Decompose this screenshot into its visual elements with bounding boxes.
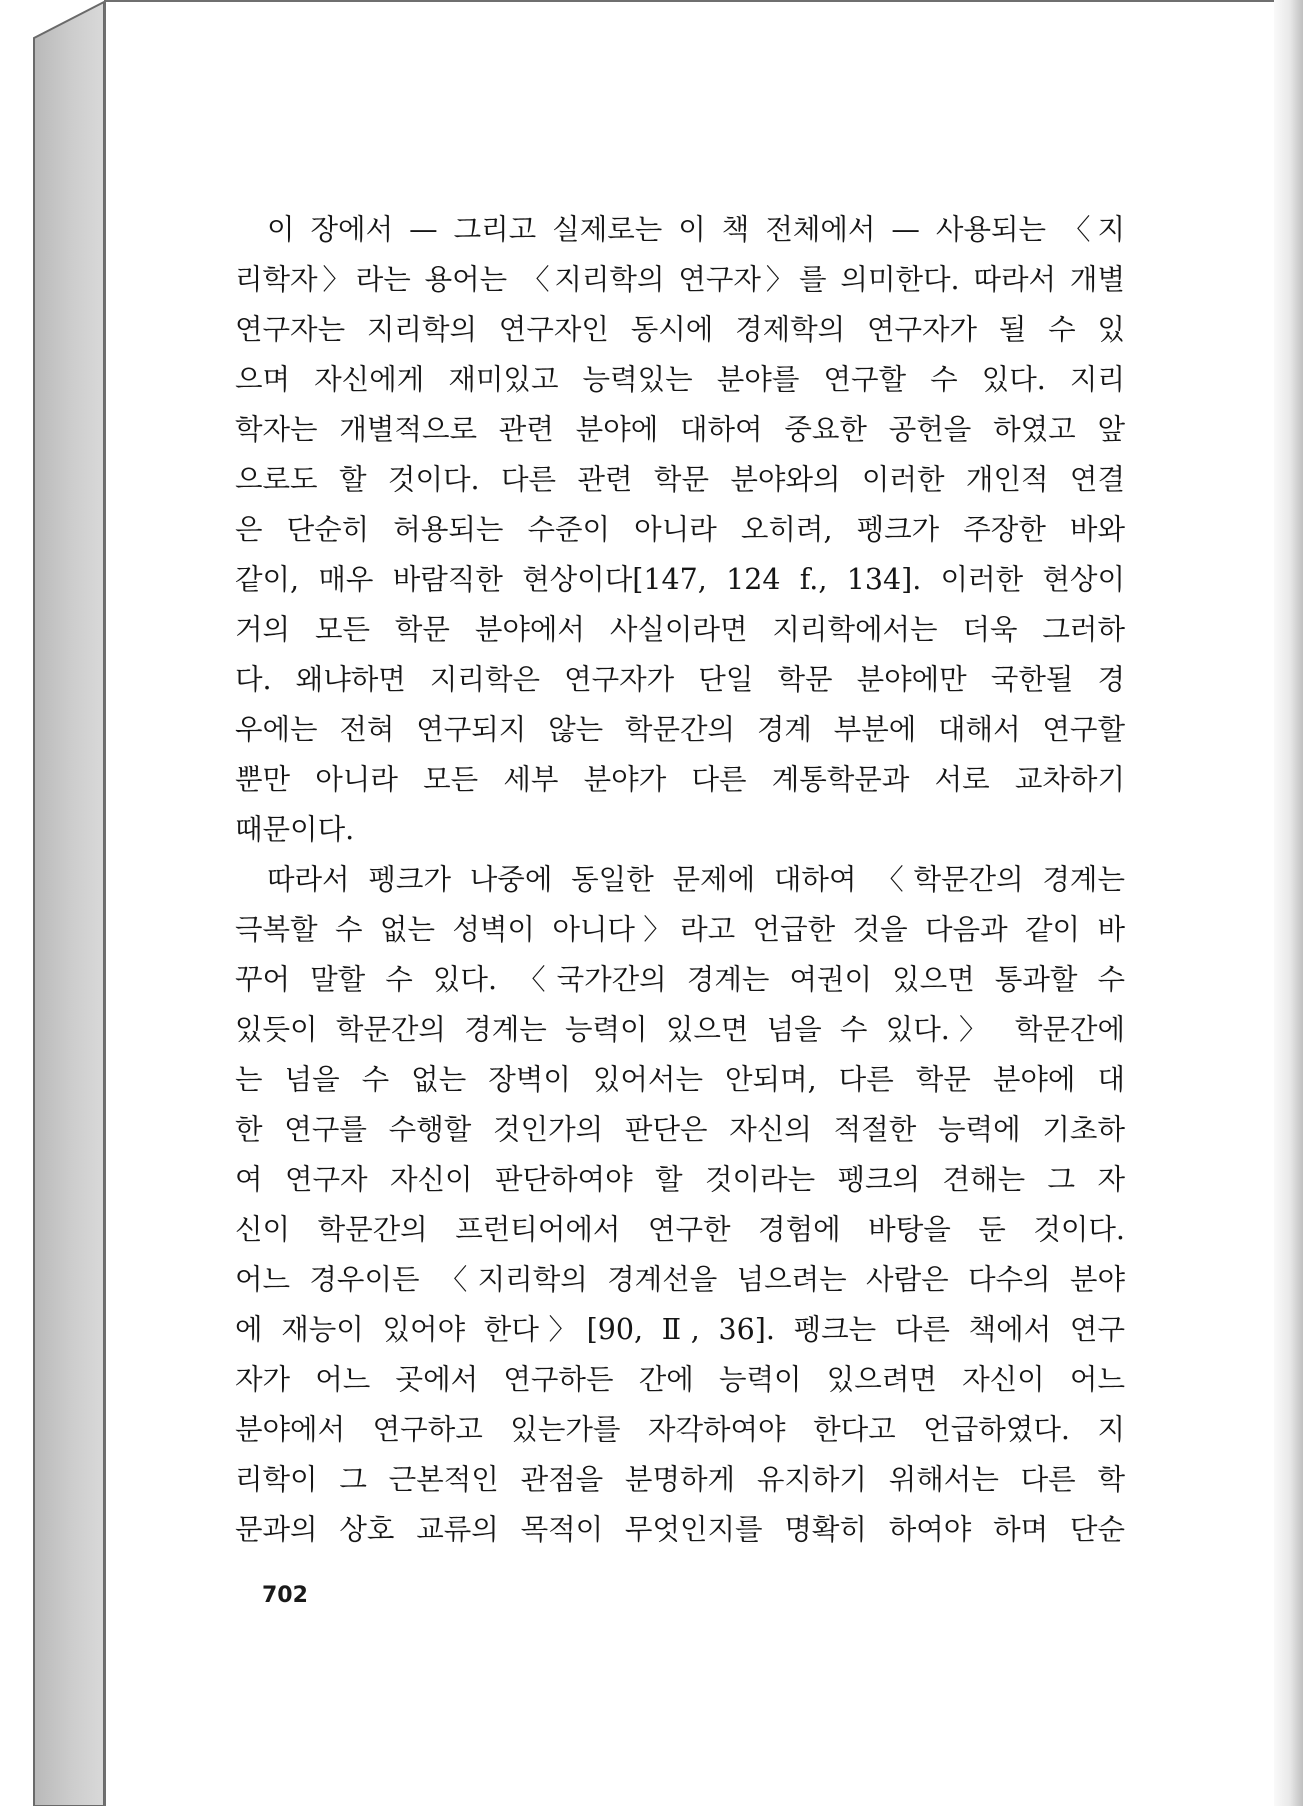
text-line: 은 단순히 허용되는 수준이 아니라 오히려, 펭크가 주장한 바와: [235, 513, 1125, 546]
body-text: [235, 205, 1125, 1555]
text-line: 리학이 그 근본적인 관점을 분명하게 유지하기 위해서는 다른 학: [235, 1463, 1125, 1496]
text-line: 여 연구자 자신이 판단하여야 할 것이라는 펭크의 견해는 그 자: [235, 1163, 1125, 1196]
text-line: 같이, 매우 바람직한 현상이다[147, 124 f., 134]. 이러한 현상이: [235, 563, 1125, 596]
text-line: 에 재능이 있어야 한다〉[90, Ⅱ, 36]. 펭크는 다른 책에서 연구: [235, 1313, 1125, 1346]
text-line: 다. 왜냐하면 지리학은 연구자가 단일 학문 분야에만 국한될 경: [235, 663, 1125, 696]
text-line: 극복할 수 없는 성벽이 아니다〉라고 언급한 것을 다음과 같이 바: [235, 913, 1125, 946]
book-spine: [0, 0, 120, 1806]
text-line: 으며 자신에게 재미있고 능력있는 분야를 연구할 수 있다. 지리: [235, 363, 1125, 396]
paragraph-1: [235, 205, 1125, 855]
text-line: 따라서 펭크가 나중에 동일한 문제에 대하여 〈학문간의 경계는: [267, 863, 1125, 896]
page-edge-shadow: [1269, 0, 1303, 1806]
text-line: 있듯이 학문간의 경계는 능력이 있으면 넘을 수 있다.〉 학문간에: [235, 1013, 1125, 1046]
text-line: 리학자〉라는 용어는 〈지리학의 연구자〉를 의미한다. 따라서 개별: [235, 263, 1125, 296]
text-line: 는 넘을 수 없는 장벽이 있어서는 안되며, 다른 학문 분야에 대: [235, 1063, 1125, 1096]
text-line: 우에는 전혀 연구되지 않는 학문간의 경계 부분에 대해서 연구할: [235, 713, 1125, 746]
text-line: 신이 학문간의 프런티어에서 연구한 경험에 바탕을 둔 것이다.: [235, 1213, 1125, 1246]
paragraph-2: [235, 855, 1125, 1555]
text-line: 학자는 개별적으로 관련 분야에 대하여 중요한 공헌을 하였고 앞: [235, 413, 1125, 446]
text-line: 이 장에서 — 그리고 실제로는 이 책 전체에서 — 사용되는 〈지: [267, 213, 1125, 246]
text-line: 뿐만 아니라 모든 세부 분야가 다른 계통학문과 서로 교차하기: [235, 763, 1125, 796]
text-line: 문과의 상호 교류의 목적이 무엇인지를 명확히 하여야 하며 단순: [235, 1513, 1125, 1546]
text-line: 때문이다.: [235, 813, 355, 846]
text-line: 자가 어느 곳에서 연구하든 간에 능력이 있으려면 자신이 어느: [235, 1363, 1125, 1396]
text-line: 분야에서 연구하고 있는가를 자각하여야 한다고 언급하였다. 지: [235, 1413, 1125, 1446]
page-number: 702: [262, 1583, 308, 1608]
text-line: 어느 경우이든 〈지리학의 경계선을 넘으려는 사람은 다수의 분야: [235, 1263, 1125, 1296]
text-line: 거의 모든 학문 분야에서 사실이라면 지리학에서는 더욱 그러하: [235, 613, 1125, 646]
text-line: 연구자는 지리학의 연구자인 동시에 경제학의 연구자가 될 수 있: [235, 313, 1125, 346]
text-line: 으로도 할 것이다. 다른 관련 학문 분야와의 이러한 개인적 연결: [235, 463, 1125, 496]
text-line: 한 연구를 수행할 것인가의 판단은 자신의 적절한 능력에 기초하: [235, 1113, 1125, 1146]
text-line: 꾸어 말할 수 있다. 〈국가간의 경계는 여권이 있으면 통과할 수: [235, 963, 1125, 996]
